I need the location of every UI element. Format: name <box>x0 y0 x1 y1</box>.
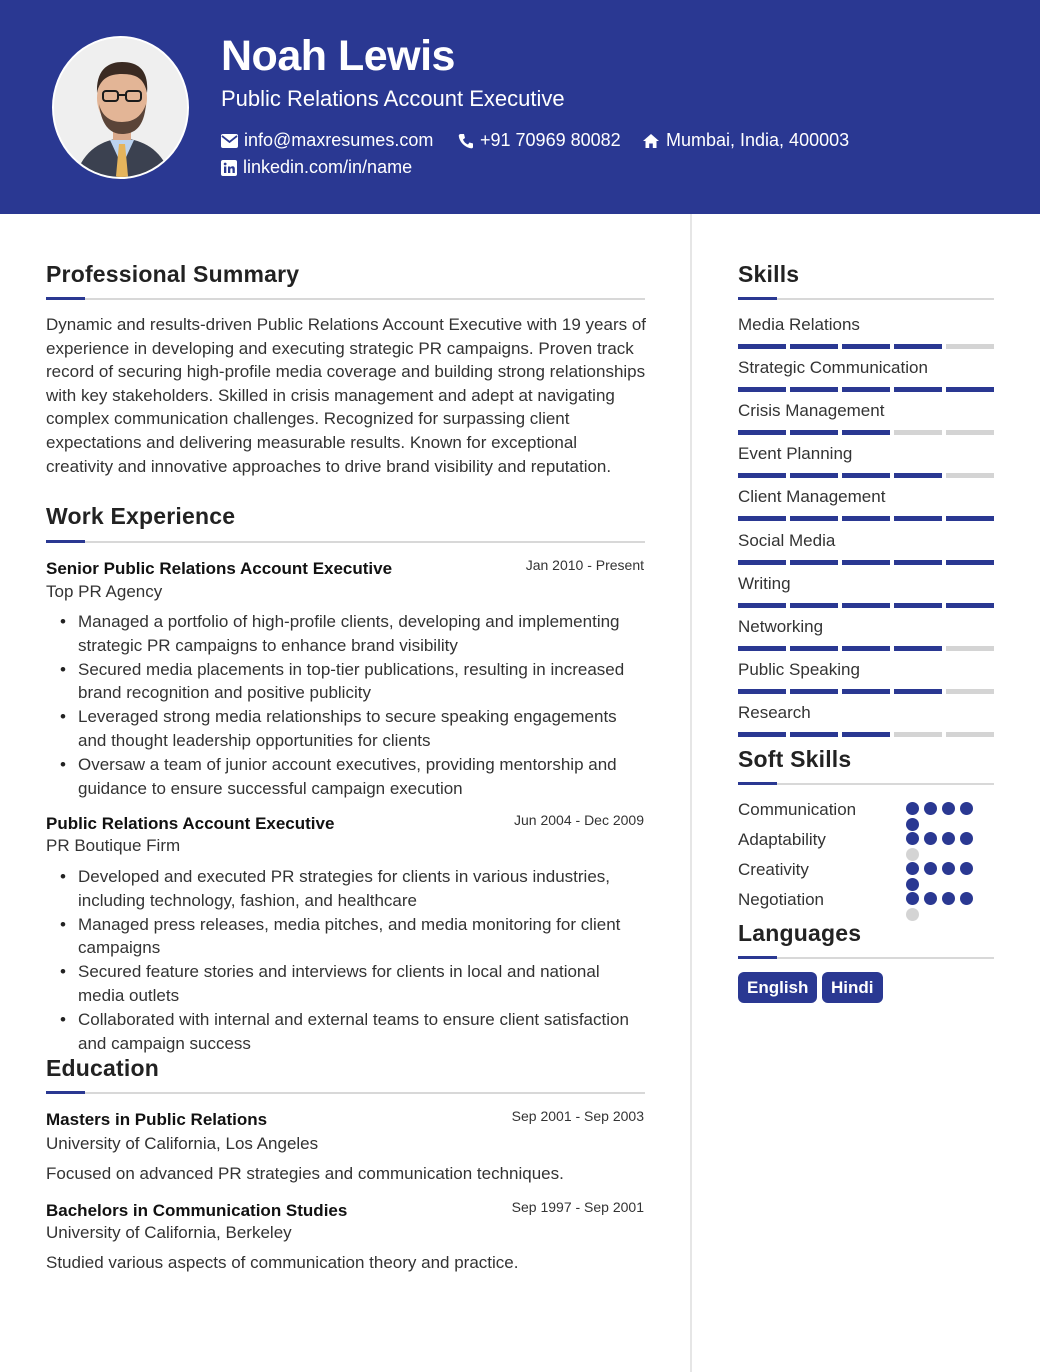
job-bullets <box>78 865 648 1055</box>
soft-skills-rule <box>738 783 994 785</box>
soft-skills-heading: Soft Skills <box>738 746 852 772</box>
summary-text: Dynamic and results-driven Public Relations Account Executive with 19 years of experience in developing and executing strategic PR campaigns. Proven track record of securing high-profile media coverage and building strong relationships with key stakeholders. Skilled in crisis management and adept at navigating complex communication challenges. Recognized for surpassing client expectations and delivering measurable results. Known for exceptional creativity and innovative approaches to drive brand visibility and reputation. <box>46 315 647 476</box>
phone-text: +91 70969 80082 <box>480 130 621 150</box>
list-item: • Managed press releases, media pitches, and media monitoring for client campaigns <box>78 913 648 961</box>
rating-dot <box>924 862 937 875</box>
skill-name: Strategic Communication <box>738 358 928 378</box>
rating-dot <box>942 832 955 845</box>
job-company: Top PR Agency <box>46 582 163 601</box>
experience-rule <box>46 541 645 543</box>
skill-level-segment <box>946 560 994 565</box>
skill-name: Writing <box>738 573 791 593</box>
linkedin-contact[interactable] <box>221 157 412 178</box>
degree-title: Masters in Public Relations <box>46 1110 268 1129</box>
experience-heading: Work Experience <box>46 503 236 529</box>
skill-level-segment <box>790 560 838 565</box>
education-heading: Education <box>46 1055 159 1081</box>
skill-name: Event Planning <box>738 444 853 464</box>
skill-level-segment <box>842 603 890 608</box>
soft-skill-rating <box>906 892 973 905</box>
skill-level-bar <box>738 344 994 349</box>
skill-level-segment <box>738 473 786 478</box>
skill-name: Networking <box>738 616 824 636</box>
skill-level-segment <box>894 646 942 651</box>
skill-level-bar <box>738 560 994 565</box>
skill-level-segment <box>738 516 786 521</box>
summary-rule <box>46 298 645 300</box>
skill-level-segment <box>790 344 838 349</box>
skill-level-segment <box>738 646 786 651</box>
skill-level-segment <box>790 387 838 392</box>
skill-name: Social Media <box>738 530 836 550</box>
skill-level-segment <box>894 689 942 694</box>
list-item: • Secured feature stories and interviews for clients in local and national media outlets <box>78 960 648 1008</box>
skill-name: Client Management <box>738 487 886 507</box>
skill-level-segment <box>894 344 942 349</box>
phone-contact[interactable] <box>458 130 621 151</box>
skill-level-segment <box>790 516 838 521</box>
skills-heading: Skills <box>738 261 800 287</box>
skill-level-bar <box>738 603 994 608</box>
skill-level-segment <box>738 732 786 737</box>
skill-level-segment <box>738 560 786 565</box>
skill-level-segment <box>946 473 994 478</box>
rating-dot <box>906 802 919 815</box>
email-text: info@maxresumes.com <box>244 130 434 150</box>
school-name: University of California, Los Angeles <box>46 1134 319 1153</box>
skill-name: Media Relations <box>738 315 860 334</box>
list-item: • Secured media placements in top-tier publications, resulting in increased brand recognition and positive publicity <box>78 658 648 706</box>
soft-skill-name: Communication <box>738 800 857 819</box>
soft-skill-rating <box>906 802 973 815</box>
linkedin-text: linkedin.com/in/name <box>243 157 413 177</box>
skill-level-segment <box>738 689 786 694</box>
list-item: • Managed a portfolio of high-profile clients, developing and implementing strategic PR campaigns to enhance brand visibility <box>78 610 648 658</box>
soft-skill-rating <box>906 832 973 845</box>
skill-level-bar <box>738 387 994 392</box>
column-divider <box>690 214 692 1372</box>
skill-level-bar <box>738 430 994 435</box>
rating-dot <box>906 878 919 891</box>
rating-dot <box>924 802 937 815</box>
skill-level-segment <box>894 430 942 435</box>
skill-level-segment <box>738 430 786 435</box>
skill-level-segment <box>738 344 786 349</box>
skill-level-segment <box>790 732 838 737</box>
languages-heading: Languages <box>738 920 862 946</box>
skill-level-segment <box>946 387 994 392</box>
email-contact[interactable] <box>221 130 433 151</box>
skill-level-segment <box>946 430 994 435</box>
soft-skill-name: Creativity <box>738 860 809 879</box>
soft-skill-name: Adaptability <box>738 830 826 849</box>
language-badge: English <box>738 972 817 1003</box>
summary-heading: Professional Summary <box>46 261 300 287</box>
rating-dot <box>906 908 919 921</box>
skill-level-segment <box>946 689 994 694</box>
skill-level-segment <box>842 473 890 478</box>
job-title: Public Relations Account Executive <box>46 814 335 833</box>
skill-level-segment <box>842 387 890 392</box>
skill-level-segment <box>842 646 890 651</box>
skill-level-segment <box>894 516 942 521</box>
rating-dot <box>960 832 973 845</box>
rating-dot <box>960 892 973 905</box>
rating-dot <box>942 862 955 875</box>
skill-level-bar <box>738 646 994 651</box>
profile-photo <box>52 36 189 179</box>
degree-title: Bachelors in Communication Studies <box>46 1201 348 1220</box>
list-item: • Leveraged strong media relationships to secure speaking engagements and thought leadership opportunities for clients <box>78 705 648 753</box>
skill-level-segment <box>842 344 890 349</box>
skill-level-segment <box>790 646 838 651</box>
skill-level-segment <box>946 732 994 737</box>
rating-dot <box>906 848 919 861</box>
job-date: Jan 2010 - Present <box>525 557 644 573</box>
skill-level-segment <box>842 516 890 521</box>
skill-name: Research <box>738 702 811 722</box>
rating-dot <box>960 802 973 815</box>
skill-level-segment <box>946 344 994 349</box>
skill-level-segment <box>946 516 994 521</box>
rating-dot <box>960 862 973 875</box>
rating-dot <box>906 832 919 845</box>
skill-level-segment <box>738 387 786 392</box>
skill-level-segment <box>842 430 890 435</box>
location-text: Mumbai, India, 400003 <box>666 130 850 150</box>
list-item: • Collaborated with internal and external teams to ensure client satisfaction and campaign success <box>78 1008 648 1056</box>
job-bullets <box>78 610 648 800</box>
soft-skill-rating <box>906 862 973 875</box>
education-date: Sep 1997 - Sep 2001 <box>511 1199 644 1215</box>
education-date: Sep 2001 - Sep 2003 <box>511 1108 644 1124</box>
list-item: • Developed and executed PR strategies for clients in various industries, including technology, fashion, and healthcare <box>78 865 648 913</box>
rating-dot <box>942 802 955 815</box>
skill-name: Crisis Management <box>738 401 885 421</box>
skill-level-segment <box>790 473 838 478</box>
skill-level-segment <box>894 387 942 392</box>
education-description: Studied various aspects of communication theory and practice. <box>46 1253 519 1272</box>
skill-level-segment <box>842 732 890 737</box>
skill-level-segment <box>738 603 786 608</box>
skill-level-bar <box>738 516 994 521</box>
envelope-icon <box>221 134 238 148</box>
skill-level-segment <box>790 689 838 694</box>
rating-dot <box>924 832 937 845</box>
rating-dot <box>924 892 937 905</box>
rating-dot <box>906 818 919 831</box>
job-company: PR Boutique Firm <box>46 836 181 855</box>
skill-level-segment <box>946 603 994 608</box>
header-banner <box>0 0 1040 214</box>
education-description: Focused on advanced PR strategies and communication techniques. <box>46 1164 564 1183</box>
language-badge: Hindi <box>822 972 883 1003</box>
skill-level-segment <box>790 603 838 608</box>
skills-rule <box>738 298 994 300</box>
skill-level-segment <box>842 560 890 565</box>
job-title: Senior Public Relations Account Executive <box>46 559 393 578</box>
skill-level-bar <box>738 732 994 737</box>
skill-level-segment <box>894 732 942 737</box>
languages-rule <box>738 957 994 959</box>
education-rule <box>46 1092 645 1094</box>
skill-level-segment <box>790 430 838 435</box>
rating-dot <box>906 892 919 905</box>
rating-dot <box>942 892 955 905</box>
soft-skill-name: Negotiation <box>738 890 825 909</box>
skill-level-segment <box>894 560 942 565</box>
phone-icon <box>458 133 474 149</box>
skill-name: Public Speaking <box>738 659 860 679</box>
skill-level-segment <box>842 689 890 694</box>
skill-level-bar <box>738 473 994 478</box>
skill-level-segment <box>894 473 942 478</box>
candidate-title: Public Relations Account Executive <box>221 86 565 111</box>
rating-dot <box>906 862 919 875</box>
home-icon <box>642 133 660 149</box>
location-contact <box>642 130 849 151</box>
linkedin-icon <box>221 160 237 176</box>
skill-level-segment <box>894 603 942 608</box>
list-item: • Oversaw a team of junior account executives, providing mentorship and guidance to ensure successful campaign execution <box>78 753 648 801</box>
skill-level-bar <box>738 689 994 694</box>
skill-level-segment <box>946 646 994 651</box>
candidate-name: Noah Lewis <box>221 32 455 80</box>
school-name: University of California, Berkeley <box>46 1223 292 1242</box>
job-date: Jun 2004 - Dec 2009 <box>514 812 644 828</box>
